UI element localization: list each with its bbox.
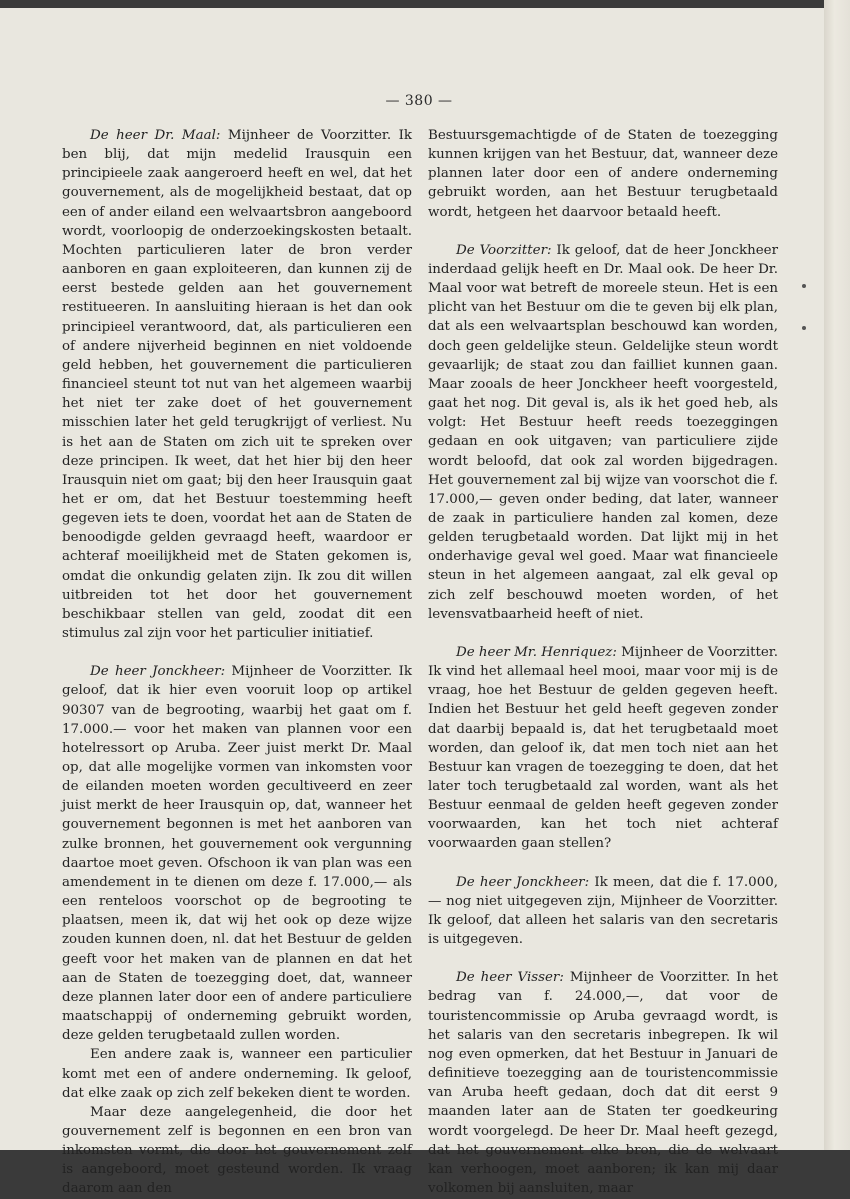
paragraph-text: Bestuursgemachtigde of de Staten de toezegging kunnen krijgen van het Bestuur, dat, wanneer deze plannen later door een of andere onderneming gebruikt worden, aan het Bestuur terugbetaald wordt, hetgeen het daarvoor betaald heeft. [428, 128, 778, 220]
page-edge [824, 0, 850, 1150]
speaker-name: De heer Mr. Henriquez: [456, 644, 617, 660]
paragraph-text: Mijnheer de Voorzitter. Ik ben blij, dat mijn medelid Irausquin een principieele zaak aangeroerd heeft en wel, dat het gouvernement, als de mogelijkheid bestaat, dat op een of ander eiland een welvaartsbron aangeboord wordt, voorloopig de onderzoekingskosten betaalt. Mochten particulieren later de bron verder aanboren en gaan exploiteeren, dan kunnen zij de eerst bestede gelden aan het gouvernement restitueeren. In aansluiting hieraan is het dan ook principieel verantwoord, dat, als particulieren een of andere nijverheid beginnen en niet voldoende geld hebben, het gouvernement die particulieren financieel steunt tot nut van het algemeen waarbij het niet ter zake doet of het gouvernement misschien later het geld terugkrijgt of verliest. Nu is het aan de Staten om zich uit te spreken over deze principen. Ik weet, dat het hier bij den heer Irausquin niet om gaat; bij den heer Irausquin gaat het er om, dat het Bestuur toestemming heeft gegeven iets te doen, voordat het aan de Staten de benoodigde gelden gevraagd heeft, waardoor er achteraf moeilijkheid met de Staten gekomen is, omdat die onkundig gelaten zijn. Ik zou dit willen uitbreiden tot het door het gouvernement beschikbaar stellen van geld, zoodat dit een stimulus zal zijn voor het particulier initiatief. [62, 128, 413, 642]
speaker-name: De heer Dr. Maal: [90, 128, 221, 143]
paragraph [62, 662, 412, 1045]
paragraph [428, 126, 778, 222]
paragraph [428, 873, 778, 950]
paragraph [62, 1103, 412, 1199]
speaker-name: De heer Jonckheer: [456, 874, 590, 890]
speaker-name: De Voorzitter: [456, 242, 552, 258]
paragraph-text: Mijnheer de Voorzitter. In het bedrag van f. 24.000,—, dat voor de touristencommissie op Aruba gevraagd wordt, is het salaris van den secretaris inbegrepen. Ik wil nog even opmerken, dat het Bestuur in Januari de definitieve toezegging aan de touristencommissie van Aruba heeft gedaan, doch dat dit eerst 9 maanden later aan de Staten ter goedkeuring wordt voorgelegd. De heer Dr. Maal heeft gezegd, dat het gouvernement elke bron, die de welvaart kan verhoogen, moet aanboren; ik kan mij daar volkomen bij aansluiten, maar [428, 970, 778, 1196]
paragraph [428, 968, 778, 1198]
scan-speck [802, 326, 806, 330]
paragraph [428, 241, 778, 624]
scan-speck [802, 284, 806, 288]
paragraph-text: Een andere zaak is, wanneer een particulier komt met een of andere onderneming. Ik geloof, dat elke zaak op zich zelf bekeken dient te worden. [62, 1047, 412, 1101]
paragraph [428, 643, 778, 854]
right-column [428, 126, 778, 1198]
paragraph-text: Maar deze aangelegenheid, die door het gouvernement zelf is begonnen en een bron van inkomsten vormt, die door het gouvernement zelf is aangeboord, moet gesteund worden. Ik vraag daarom aan den [62, 1104, 412, 1197]
paragraph-text: Mijnheer de Voorzitter. Ik geloof, dat ik hier even vooruit loop op artikel 90307 van de begrooting, waarbij het gaat om f. 17.000.— voor het maken van plannen voor een hotelressort op Aruba. Zeer juist merkt Dr. Maal op, dat alle mogelijke vormen van inkomsten voor de eilanden moeten worden gecultiveerd en zeer juist merkt de heer Irausquin op, dat, wanneer het gouvernement begonnen is met het aanboren van zulke bronnen, het gouvernement ook vergunning daartoe moet geven. Ofschoon ik van plan was een amendement in te dienen om deze f. 17.000,— als een renteloos voorschot op de begrooting te plaatsen, meen ik, dat wij het ook op deze wijze zouden kunnen doen, nl. dat het Bestuur de gelden geeft voor het maken van de plannen en dat het aan de Staten de toezegging doet, dat, wanneer deze plannen later door een of andere particuliere maatschappij of onderneming gebruikt worden, deze gelden terugbetaald zullen worden. [62, 664, 412, 1044]
paragraph-text: Ik geloof, dat de heer Jonckheer inderdaad gelijk heeft en Dr. Maal ook. De heer Dr. Maal voor wat betreft de moreele steun. Het is een plicht van het Bestuur om die te geven bij elk plan, dat als een welvaartsplan beschouwd kan worden, doch geen geldelijke steun. Geldelijke steun wordt gevaarlijk; de staat zou dan failliet kunnen gaan. Maar zooals de heer Jonckheer heeft voorgesteld, gaat het nog. Dit geval is, als ik het goed heb, als volgt: Het Bestuur heeft reeds toezeggingen gedaan en ook uitgaven; van particuliere zijde wordt beloofd, dat ook zal worden bijgedragen. Het gouvernement zal bij wijze van voorschot die f. 17.000,— geven onder beding, dat later, wanneer de zaak in particuliere handen zal komen, deze gelden terugbetaald worden. Dat lijkt mij in het onderhavige geval wel goed. Maar wat financieele steun in het algemeen aangaat, zal elk geval op zich zelf beschouwd moeten worden, of het levensvatbaarheid heeft of niet. [428, 242, 778, 622]
paragraph-text: Mijnheer de Voorzitter. Ik vind het allemaal heel mooi, maar voor mij is de vraag, hoe het Bestuur de gelden gegeven heeft. Indien het Bestuur het geld heeft gegeven zonder dat daarbij bepaald is, dat het terugbetaald moet worden, dan geloof ik, dat men toch niet aan het Bestuur kan vragen de toezegging te doen, dat het later toch terugbetaald zal worden, want als het Bestuur eenmaal de gelden heeft gegeven zonder voorwaarden, kan het toch niet achteraf voorwaarden gaan stellen? [428, 644, 778, 852]
speaker-name: De heer Visser: [456, 970, 564, 986]
page-number: — 380 — [385, 93, 453, 109]
paragraph [62, 126, 412, 643]
speaker-name: De heer Jonckheer: [90, 664, 226, 680]
paragraph [62, 1045, 412, 1102]
paragraph-text: Ik meen, dat die f. 17.000,— nog niet uitgegeven zijn, Mijnheer de Voorzitter. Ik geloof, dat alleen het salaris van den secretaris is uitgegeven. [428, 874, 778, 948]
left-column [62, 126, 412, 1199]
